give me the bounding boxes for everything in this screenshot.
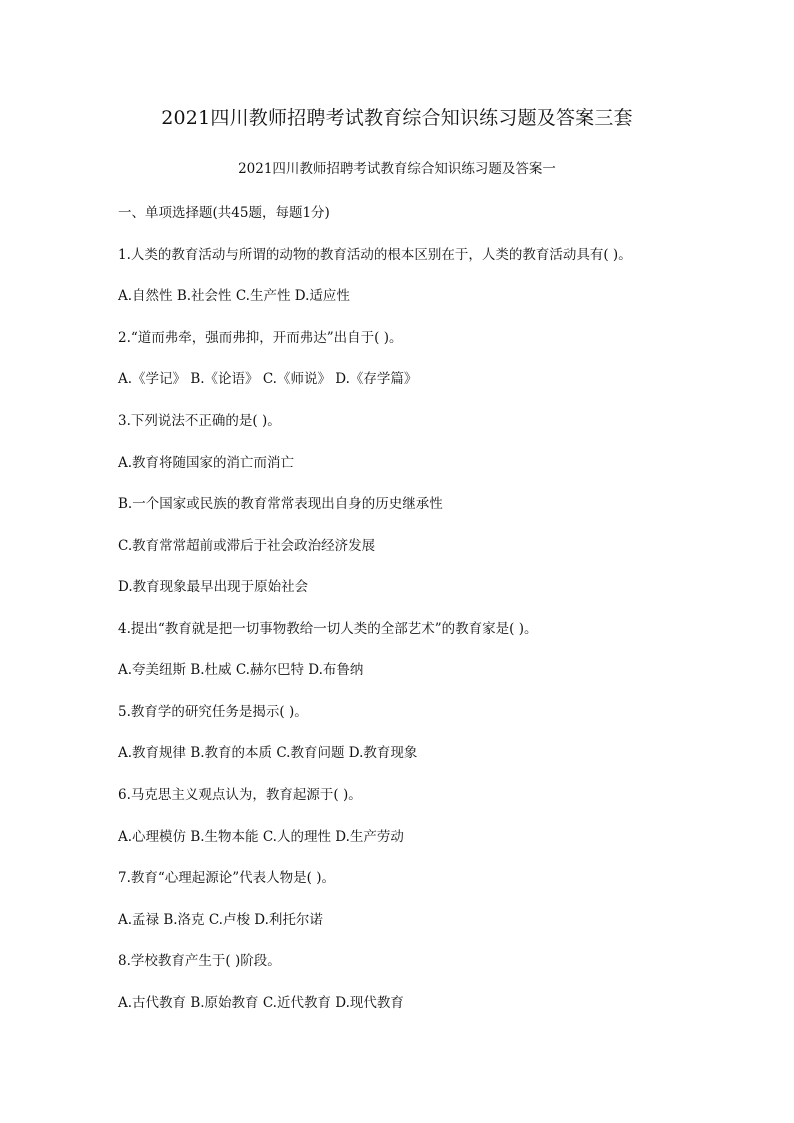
question-4-options: A.夸美纽斯 B.杜威 C.赫尔巴特 D.布鲁纳 [118,662,364,678]
question-5: 5.教育学的研究任务是揭示( )。 [118,704,308,720]
question-3-option-c: C.教育常常超前或滞后于社会政治经济发展 [118,538,376,554]
question-1: 1.人类的教育活动与所谓的动物的教育活动的根本区别在于，人类的教育活动具有( )。 [118,247,632,263]
question-3: 3.下列说法不正确的是( )。 [118,413,281,429]
question-7-options: A.孟禄 B.洛克 C.卢梭 D.利托尔诺 [118,912,323,928]
question-3-option-d: D.教育现象最早出现于原始社会 [118,579,309,595]
question-2-options: A.《学记》 B.《论语》 C.《师说》 D.《存学篇》 [118,371,418,387]
document-title: 2021四川教师招聘考试教育综合知识练习题及答案三套 [161,107,633,129]
question-8: 8.学校教育产生于( )阶段。 [118,953,281,969]
question-8-options: A.古代教育 B.原始教育 C.近代教育 D.现代教育 [118,995,404,1011]
question-7: 7.教育“心理起源论”代表人物是( )。 [118,870,336,886]
document-subtitle: 2021四川教师招聘考试教育综合知识练习题及答案一 [238,161,556,177]
question-3-option-b: B.一个国家或民族的教育常常表现出自身的历史继承性 [118,496,443,512]
question-5-options: A.教育规律 B.教育的本质 C.教育问题 D.教育现象 [118,745,418,761]
question-3-option-a: A.教育将随国家的消亡而消亡 [118,455,295,471]
section-heading: 一、单项选择题(共45题，每题1分) [118,205,330,221]
question-4: 4.提出“教育就是把一切事物教给一切人类的全部艺术”的教育家是( )。 [118,621,538,637]
question-6-options: A.心理模仿 B.生物本能 C.人的理性 D.生产劳动 [118,829,404,845]
question-1-options: A.自然性 B.社会性 C.生产性 D.适应性 [118,288,350,304]
question-6: 6.马克思主义观点认为，教育起源于( )。 [118,787,362,803]
question-2: 2.“道而弗牵，强而弗抑，开而弗达”出自于( )。 [118,330,403,346]
